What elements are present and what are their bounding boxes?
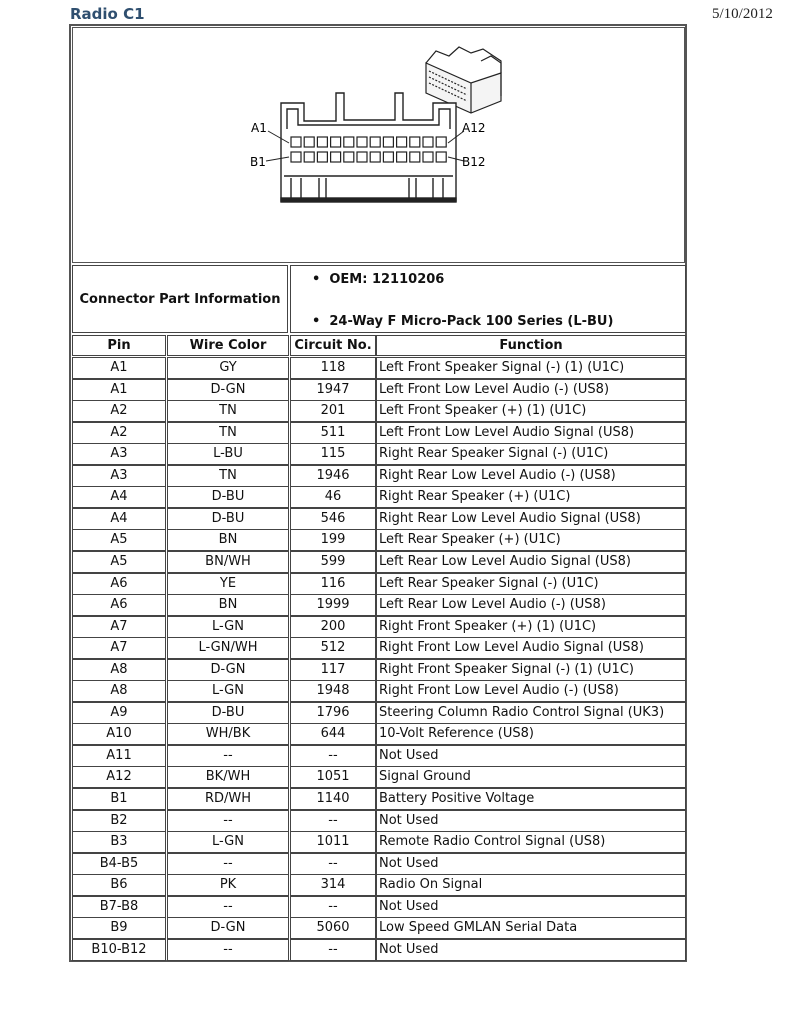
pin-cavity xyxy=(423,137,433,147)
cell-pin: A9 xyxy=(72,702,166,724)
cell-function: Radio On Signal xyxy=(376,874,686,896)
part-info-oem: • OEM: 12110206 xyxy=(312,272,445,287)
cell-function: Signal Ground xyxy=(376,766,686,788)
cell-pin: A4 xyxy=(72,508,166,530)
cell-function: Not Used xyxy=(376,896,686,918)
cell-function: Right Rear Low Level Audio Signal (US8) xyxy=(376,508,686,530)
cell-wire-color: D-GN xyxy=(167,659,289,681)
pin-cavity xyxy=(317,137,327,147)
cell-function: Not Used xyxy=(376,939,686,961)
cell-function: Left Front Speaker Signal (-) (1) (U1C) xyxy=(376,357,686,379)
cell-wire-color: BN xyxy=(167,594,289,616)
cell-wire-color: D-BU xyxy=(167,486,289,508)
column-header-circuit-no: Circuit No. xyxy=(290,335,376,356)
cell-pin: A5 xyxy=(72,529,166,551)
cell-pin: A6 xyxy=(72,594,166,616)
cell-wire-color: YE xyxy=(167,573,289,595)
part-info-oem-text: OEM: 12110206 xyxy=(329,272,445,287)
cell-circuit-no: 1140 xyxy=(290,788,376,810)
cell-wire-color: L-GN xyxy=(167,680,289,702)
cell-circuit-no: -- xyxy=(290,745,376,767)
connector-diagram-panel xyxy=(72,27,685,263)
pin-cavity xyxy=(331,137,341,147)
cell-wire-color: -- xyxy=(167,853,289,875)
cell-circuit-no: -- xyxy=(290,939,376,961)
cell-circuit-no: 116 xyxy=(290,573,376,595)
cell-function: Left Front Low Level Audio (-) (US8) xyxy=(376,379,686,401)
part-info-label: Connector Part Information xyxy=(72,265,288,333)
cell-circuit-no: 1796 xyxy=(290,702,376,724)
cell-pin: B7-B8 xyxy=(72,896,166,918)
column-header-wire-color: Wire Color xyxy=(167,335,289,356)
cell-function: Not Used xyxy=(376,745,686,767)
cell-wire-color: L-GN xyxy=(167,831,289,853)
pin-cavity xyxy=(344,137,354,147)
cell-function: Not Used xyxy=(376,810,686,832)
cell-pin: A8 xyxy=(72,659,166,681)
page-title: Radio C1 xyxy=(70,5,145,23)
cell-function: Right Rear Speaker Signal (-) (U1C) xyxy=(376,443,686,465)
cell-wire-color: -- xyxy=(167,745,289,767)
cell-wire-color: PK xyxy=(167,874,289,896)
cell-function: Battery Positive Voltage xyxy=(376,788,686,810)
pin-cavity xyxy=(331,152,341,162)
pin-cavity xyxy=(370,152,380,162)
cell-wire-color: D-BU xyxy=(167,702,289,724)
cell-wire-color: RD/WH xyxy=(167,788,289,810)
cell-function: Right Rear Low Level Audio (-) (US8) xyxy=(376,465,686,487)
cell-pin: A10 xyxy=(72,723,166,745)
pin-cavity xyxy=(370,137,380,147)
cell-wire-color: TN xyxy=(167,422,289,444)
pin-cavity xyxy=(304,152,314,162)
cell-pin: A4 xyxy=(72,486,166,508)
cell-circuit-no: 644 xyxy=(290,723,376,745)
cell-wire-color: BN xyxy=(167,529,289,551)
cell-pin: B3 xyxy=(72,831,166,853)
cell-function: Left Rear Low Level Audio Signal (US8) xyxy=(376,551,686,573)
cell-function: Left Rear Speaker (+) (U1C) xyxy=(376,529,686,551)
cell-wire-color: BK/WH xyxy=(167,766,289,788)
cell-pin: B2 xyxy=(72,810,166,832)
cell-pin: B4-B5 xyxy=(72,853,166,875)
pin-cavity xyxy=(397,152,407,162)
cell-circuit-no: 1051 xyxy=(290,766,376,788)
cell-function: Right Front Low Level Audio Signal (US8) xyxy=(376,637,686,659)
cell-function: Left Rear Low Level Audio (-) (US8) xyxy=(376,594,686,616)
pin-label-b1: B1 xyxy=(250,155,266,169)
cell-circuit-no: 512 xyxy=(290,637,376,659)
cell-pin: A7 xyxy=(72,616,166,638)
cell-pin: B9 xyxy=(72,917,166,939)
cell-circuit-no: 314 xyxy=(290,874,376,896)
cell-circuit-no: 201 xyxy=(290,400,376,422)
connector-diagram xyxy=(73,28,683,261)
cell-pin: A3 xyxy=(72,443,166,465)
pin-cavity xyxy=(357,137,367,147)
pin-cavity xyxy=(357,152,367,162)
cell-pin: B10-B12 xyxy=(72,939,166,961)
part-info-series-text: 24-Way F Micro-Pack 100 Series (L-BU) xyxy=(329,314,614,329)
pin-cavity xyxy=(383,137,393,147)
cell-wire-color: -- xyxy=(167,810,289,832)
pin-cavity xyxy=(291,152,301,162)
cell-wire-color: D-GN xyxy=(167,379,289,401)
cell-pin: A1 xyxy=(72,357,166,379)
cell-function: Right Front Speaker Signal (-) (1) (U1C) xyxy=(376,659,686,681)
cell-circuit-no: 1946 xyxy=(290,465,376,487)
cell-circuit-no: 1011 xyxy=(290,831,376,853)
cell-circuit-no: 5060 xyxy=(290,917,376,939)
cell-function: Low Speed GMLAN Serial Data xyxy=(376,917,686,939)
pin-cavity xyxy=(436,152,446,162)
cell-wire-color: BN/WH xyxy=(167,551,289,573)
cell-wire-color: TN xyxy=(167,465,289,487)
pin-label-b12: B12 xyxy=(462,155,486,169)
cell-circuit-no: 511 xyxy=(290,422,376,444)
cell-wire-color: L-GN/WH xyxy=(167,637,289,659)
pin-cavity xyxy=(423,152,433,162)
cell-wire-color: TN xyxy=(167,400,289,422)
pin-cavity xyxy=(291,137,301,147)
cell-pin: A5 xyxy=(72,551,166,573)
pin-cavity xyxy=(436,137,446,147)
cell-function: Left Rear Speaker Signal (-) (U1C) xyxy=(376,573,686,595)
cell-pin: A1 xyxy=(72,379,166,401)
cell-pin: A2 xyxy=(72,400,166,422)
cell-pin: B1 xyxy=(72,788,166,810)
pin-cavity xyxy=(410,152,420,162)
cell-pin: A6 xyxy=(72,573,166,595)
cell-circuit-no: 599 xyxy=(290,551,376,573)
cell-function: Right Front Speaker (+) (1) (U1C) xyxy=(376,616,686,638)
cell-circuit-no: 46 xyxy=(290,486,376,508)
cell-pin: A8 xyxy=(72,680,166,702)
cell-pin: A7 xyxy=(72,637,166,659)
document-date: 5/10/2012 xyxy=(712,6,773,22)
pin-cavity xyxy=(383,152,393,162)
cell-pin: A2 xyxy=(72,422,166,444)
cell-circuit-no: 115 xyxy=(290,443,376,465)
cell-function: Not Used xyxy=(376,853,686,875)
cell-wire-color: D-BU xyxy=(167,508,289,530)
cell-pin: A12 xyxy=(72,766,166,788)
cell-wire-color: L-GN xyxy=(167,616,289,638)
cell-function: Right Front Low Level Audio (-) (US8) xyxy=(376,680,686,702)
cell-wire-color: WH/BK xyxy=(167,723,289,745)
cell-function: Left Front Low Level Audio Signal (US8) xyxy=(376,422,686,444)
cell-function: 10-Volt Reference (US8) xyxy=(376,723,686,745)
cell-function: Left Front Speaker (+) (1) (U1C) xyxy=(376,400,686,422)
cell-function: Right Rear Speaker (+) (U1C) xyxy=(376,486,686,508)
cell-circuit-no: 1999 xyxy=(290,594,376,616)
cell-pin: A11 xyxy=(72,745,166,767)
cell-circuit-no: 117 xyxy=(290,659,376,681)
part-info-series: • 24-Way F Micro-Pack 100 Series (L-BU) xyxy=(312,314,614,329)
pin-cavity xyxy=(304,137,314,147)
pin-cavity xyxy=(317,152,327,162)
pin-cavity xyxy=(397,137,407,147)
cell-circuit-no: 199 xyxy=(290,529,376,551)
cell-wire-color: -- xyxy=(167,896,289,918)
cell-circuit-no: -- xyxy=(290,853,376,875)
cell-circuit-no: -- xyxy=(290,810,376,832)
pin-cavity xyxy=(344,152,354,162)
pin-label-a1: A1 xyxy=(251,121,267,135)
cell-function: Remote Radio Control Signal (US8) xyxy=(376,831,686,853)
cell-function: Steering Column Radio Control Signal (UK3) xyxy=(376,702,686,724)
column-header-function: Function xyxy=(376,335,686,356)
cell-wire-color: -- xyxy=(167,939,289,961)
cell-pin: A3 xyxy=(72,465,166,487)
cell-wire-color: D-GN xyxy=(167,917,289,939)
column-header-pin: Pin xyxy=(72,335,166,356)
cell-circuit-no: 118 xyxy=(290,357,376,379)
cell-wire-color: GY xyxy=(167,357,289,379)
cell-circuit-no: 200 xyxy=(290,616,376,638)
cell-circuit-no: 1947 xyxy=(290,379,376,401)
cell-pin: B6 xyxy=(72,874,166,896)
pin-cavity xyxy=(410,137,420,147)
pin-label-a12: A12 xyxy=(462,121,486,135)
cell-circuit-no: -- xyxy=(290,896,376,918)
cell-circuit-no: 546 xyxy=(290,508,376,530)
cell-wire-color: L-BU xyxy=(167,443,289,465)
cell-circuit-no: 1948 xyxy=(290,680,376,702)
